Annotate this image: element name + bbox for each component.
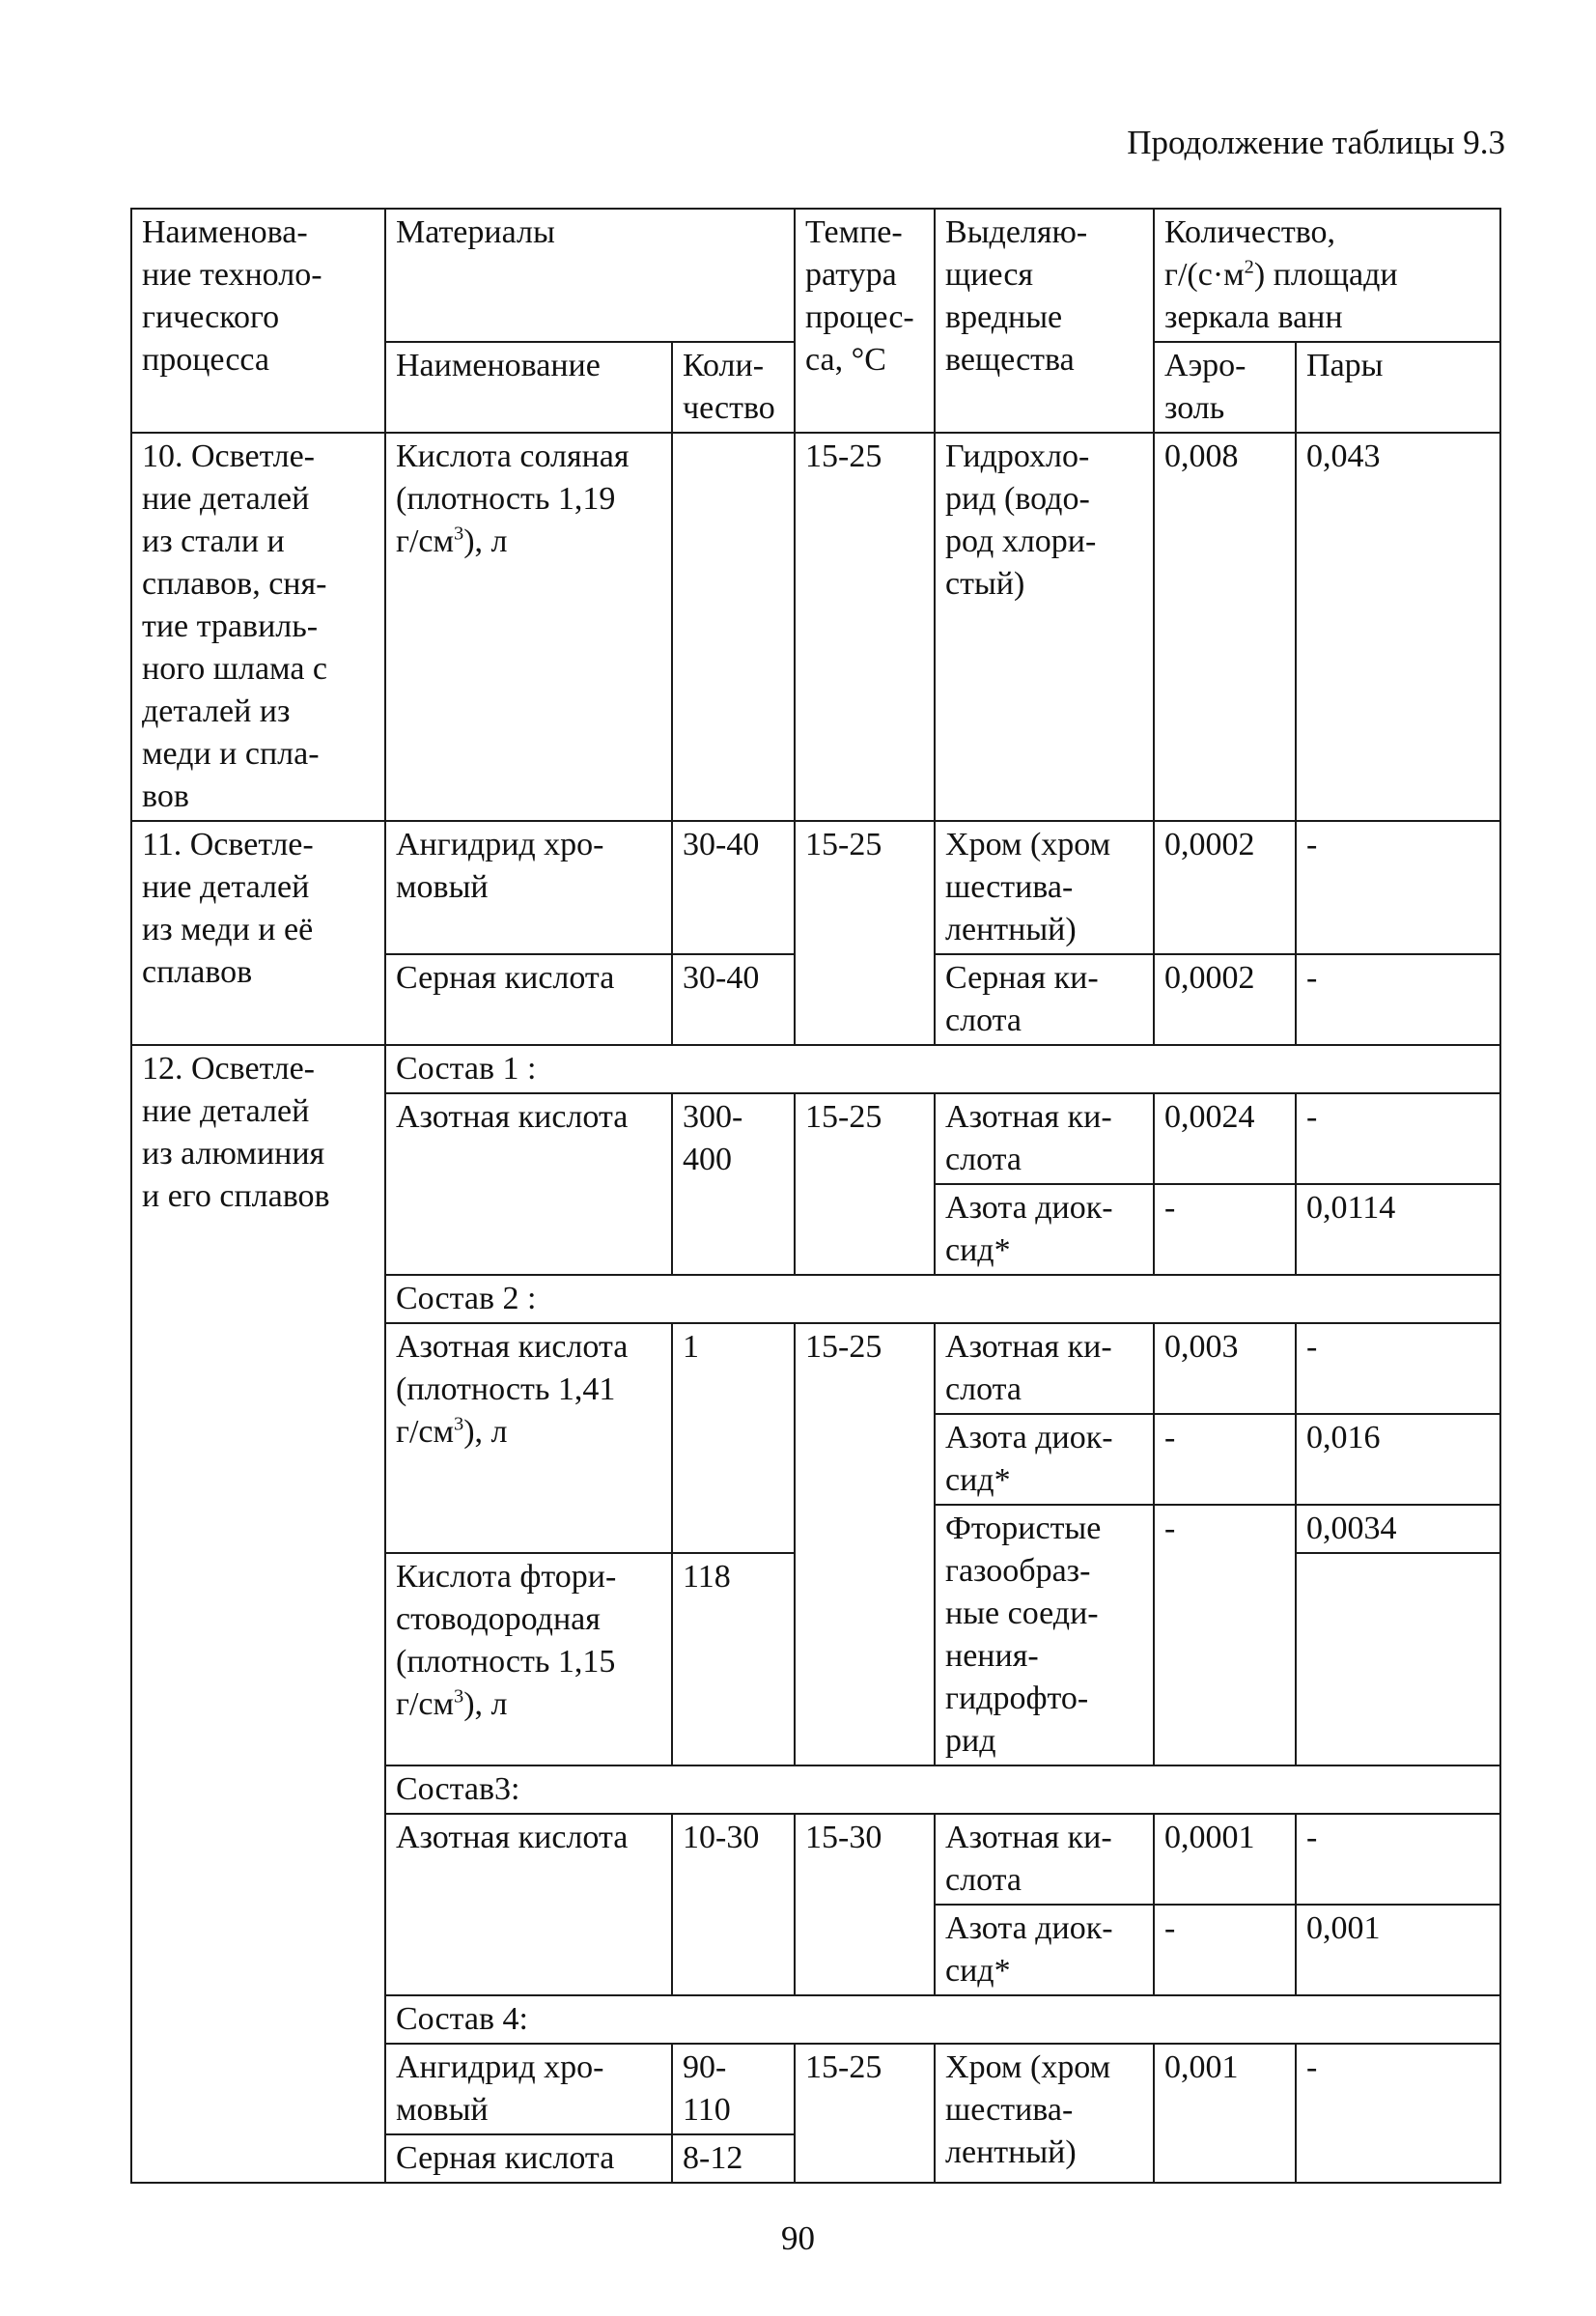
quantity-cell [672, 433, 795, 821]
vapor-value: 0,0114 [1296, 1184, 1500, 1275]
substance-cell: Серная ки- слота [935, 954, 1154, 1045]
substance-cell: Фтористые газообраз- ные соеди- нения- гидрофто- рид [935, 1505, 1154, 1765]
vapor-value: 0,016 [1296, 1414, 1500, 1505]
header-temperature: Темпе- ратура процес- са, °С [795, 209, 935, 433]
material-cell: Азотная кислота [385, 1814, 672, 1995]
header-material-name: Наименование [385, 342, 672, 433]
substance-cell: Азотная ки- слота [935, 1323, 1154, 1414]
aerosol-value: 0,0002 [1154, 954, 1296, 1045]
composition-label: Состав3: [385, 1765, 1500, 1814]
temperature-cell: 15-25 [795, 1093, 935, 1275]
temperature-cell: 15-25 [795, 1323, 935, 1765]
aerosol-value: - [1154, 1905, 1296, 1995]
quantity-cell: 30-40 [672, 821, 795, 954]
process-12: 12. Осветле- ние деталей из алюминия и его сплавов [131, 1045, 385, 2183]
quantity-cell: 8-12 [672, 2134, 795, 2183]
vapor-value: - [1296, 1814, 1500, 1905]
material-cell: Серная кислота [385, 2134, 672, 2183]
aerosol-value: - [1154, 1184, 1296, 1275]
composition-row [131, 1045, 1500, 1093]
aerosol-value: - [1154, 1414, 1296, 1505]
temperature-cell: 15-25 [795, 821, 935, 1045]
process-11: 11. Осветле- ние деталей из меди и её сплавов [131, 821, 385, 1045]
vapor-value: - [1296, 954, 1500, 1045]
aerosol-value: - [1154, 1505, 1296, 1765]
substance-cell: Азота диок- сид* [935, 1905, 1154, 1995]
header-process: Наименова- ние техноло- гического процесса [131, 209, 385, 433]
quantity-cell: 90- 110 [672, 2044, 795, 2134]
substance-cell: Азотная ки- слота [935, 1814, 1154, 1905]
quantity-cell: 1 [672, 1323, 795, 1553]
aerosol-value: 0,008 [1154, 433, 1296, 821]
temperature-cell: 15-25 [795, 2044, 935, 2183]
quantity-cell: 300- 400 [672, 1093, 795, 1275]
page-number: 90 [781, 2219, 815, 2257]
header-vapor: Пары [1296, 342, 1500, 433]
composition-label: Состав 1 : [385, 1045, 1500, 1093]
temperature-cell: 15-30 [795, 1814, 935, 1995]
header-substances: Выделяю- щиеся вредные вещества [935, 209, 1154, 433]
composition-label: Состав 4: [385, 1995, 1500, 2044]
material-cell: Ангидрид хро- мовый [385, 821, 672, 954]
substance-cell: Азота диок- сид* [935, 1184, 1154, 1275]
material-cell: Азотная кислота [385, 1093, 672, 1275]
vapor-value: - [1296, 1323, 1500, 1414]
substance-cell: Гидрохло- рид (водо- род хлори- стый) [935, 433, 1154, 821]
process-10: 10. Осветле- ние деталей из стали и сплавов, сня- тие травиль- ного шлама с деталей из меди и спла- вов [131, 433, 385, 821]
material-cell: Азотная кислота (плотность 1,41 $г/см^3$), л [385, 1323, 672, 1553]
vapor-value: - [1296, 1093, 1500, 1184]
vapor-value: 0,043 [1296, 433, 1500, 821]
vapor-empty-cell [1296, 1553, 1500, 1765]
substance-cell: Азота диок- сид* [935, 1414, 1154, 1505]
temperature-cell: 15-25 [795, 433, 935, 821]
substance-cell: Азотная ки- слота [935, 1093, 1154, 1184]
table-caption: Продолжение таблицы 9.3 [1127, 124, 1505, 161]
header-materials: Материалы [385, 209, 795, 342]
header-material-qty: Коли- чество [672, 342, 795, 433]
material-cell: Кислота соляная (плотность 1,19 $г/см^3$), л [385, 433, 672, 821]
header-quantity: Количество, $г/(с\cdot м^2)$ площади зеркала ванн [1154, 209, 1500, 342]
vapor-value: - [1296, 821, 1500, 954]
substance-cell: Хром (хром шестива- лентный) [935, 2044, 1154, 2183]
vapor-value: 0,001 [1296, 1905, 1500, 1995]
quantity-cell: 10-30 [672, 1814, 795, 1995]
header-aerosol: Аэро- золь [1154, 342, 1296, 433]
table-row [131, 433, 1500, 821]
material-cell: Серная кислота [385, 954, 672, 1045]
vapor-value: - [1296, 2044, 1500, 2183]
emissions-table [130, 208, 1501, 2184]
material-cell: Кислота фтори- стоводородная (плотность 1,15 $г/см^3$), л [385, 1553, 672, 1765]
aerosol-value: 0,0024 [1154, 1093, 1296, 1184]
aerosol-value: 0,0001 [1154, 1814, 1296, 1905]
quantity-cell: 118 [672, 1553, 795, 1765]
material-cell: Ангидрид хро- мовый [385, 2044, 672, 2134]
composition-label: Состав 2 : [385, 1275, 1500, 1323]
aerosol-value: 0,003 [1154, 1323, 1296, 1414]
vapor-value: 0,0034 [1296, 1505, 1500, 1553]
substance-cell: Хром (хром шестива- лентный) [935, 821, 1154, 954]
table-row [131, 821, 1500, 954]
quantity-cell: 30-40 [672, 954, 795, 1045]
aerosol-value: 0,001 [1154, 2044, 1296, 2183]
aerosol-value: 0,0002 [1154, 821, 1296, 954]
